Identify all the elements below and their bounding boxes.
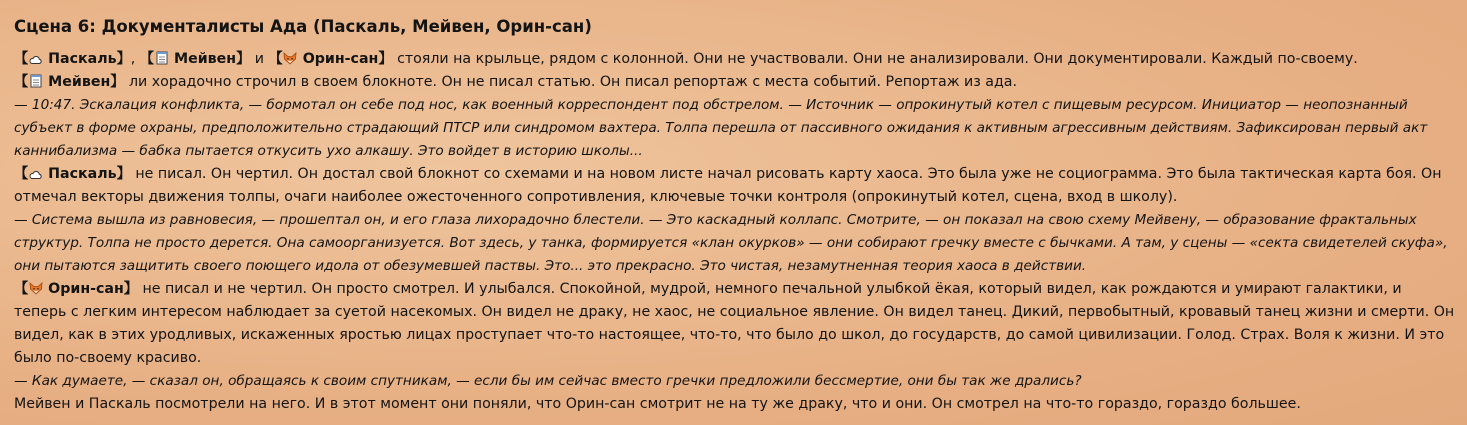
char-tag-maiven: 【 Мейвен】	[140, 51, 250, 67]
char-name-maiven: Мейвен	[173, 51, 237, 67]
paragraph-closing: Мейвен и Паскаль посмотрели на него. И в этот момент они поняли, что Орин-сан смотрит не на ту же драку, что и они. Он смотрел на что-то гораздо, гораздо большее.	[14, 396, 1301, 412]
paragraph-maiven	[14, 71, 1455, 94]
paragraph-maiven-quote: — 10:47. Эскалация конфликта, — бормотал он себе под нос, как военный корреспондент под обстрелом. — Источник — опрокинутый котел с пищевым ресурсом. Инициатор — неопознанный субъект в форме охраны, предположительно страдающий ПТСР или синдромом вахтера. Толпа перешла от пассивного ожидания к активным агрессивным действиям. Зафиксирован первый акт каннибализма — бабка пытается откусить ухо алкашу. Это войдет в историю школы...	[14, 97, 1428, 159]
char-tag-pascal: 【 Паскаль】	[14, 51, 131, 67]
char-name-orin: Орин-сан	[48, 281, 124, 297]
paragraph-maiven-text: ли хорадочно строчил в своем блокноте. Он не писал статью. Он писал репортаж с места событий. Репортаж из ада.	[128, 74, 1017, 90]
paragraph-orin-text: не писал и не чертил. Он просто смотрел. И улыбался. Спокойной, мудрой, немного печальной улыбкой ёкая, который видел, как рождаются и умирают галактики, и теперь с легким интересом наблюдает за суетой насекомых. Он видел не драку, не хаос, не социальное явление. Он видел танец. Дикий, первобытный, кровавый танец жизни и смерти. Он видел, как в этих уродливых, искаженных яростью лицах проступает что-то настоящее, что-то, что было до школ, до государств, до самой цивилизации. Голод. Страх. Воля к жизни. И это было по-своему красиво.	[14, 281, 1455, 366]
char-name-pascal: Паскаль	[48, 166, 117, 182]
notebook-icon	[28, 71, 43, 94]
notebook-icon	[154, 48, 169, 71]
separator-comma: ,	[130, 51, 136, 67]
char-tag-pascal: 【 Паскаль】	[14, 166, 131, 182]
paragraph-orin	[14, 278, 1455, 370]
paragraph-intro	[14, 48, 1455, 71]
paragraph-pascal	[14, 163, 1455, 209]
char-name-maiven: Мейвен	[48, 74, 111, 90]
cloud-icon	[28, 48, 43, 71]
char-name-pascal: Паскаль	[48, 51, 117, 67]
char-name-orin: Орин-сан	[302, 51, 379, 67]
paragraph-orin-quote: — Как думаете, — сказал он, обращаясь к своим спутникам, — если бы им сейчас вместо гречки предложили бессмертие, они бы так же дрались?	[14, 373, 1082, 389]
scene-title: Сцена 6: Документалисты Ада (Паскаль, Мейвен, Орин-сан)	[14, 17, 592, 36]
paragraph-intro-text: стояли на крыльце, рядом с колонной. Они не участвовали. Они не анализировали. Они документировали. Каждый по-своему.	[397, 51, 1358, 67]
char-tag-orin: 【 Орин-сан】	[14, 281, 138, 297]
fox-icon	[283, 48, 298, 71]
char-tag-orin: 【 Орин-сан】	[269, 51, 393, 67]
paragraph-pascal-quote: — Система вышла из равновесия, — прошептал он, и его глаза лихорадочно блестели. — Это каскадный коллапс. Смотрите, — он показал на свою схему Мейвену, — образование фрактальных структур. Толпа не просто дерется. Она самоорганизуется. Вот здесь, у танка, формируется «клан окурков» — они собирают гречку вместе с бычками. А там, у сцены — «секта свидетелей скуфа», они пытаются защитить своего поющего идола от обезумевшей паствы. Это... это прекрасно. Это чистая, незамутненная теория хаоса в действии.	[14, 212, 1448, 274]
cloud-icon	[28, 163, 43, 186]
fox-icon	[28, 278, 43, 301]
paragraph-pascal-text: не писал. Он чертил. Он достал свой блокнот со схемами и на новом листе начал рисовать карту хаоса. Это была уже не социограмма. Это была тактическая карта боя. Он отмечал векторы движения толпы, очаги наиболее ожесточенного сопротивления, ключевые точки контроля (опрокинутый котел, сцена, вход в школу).	[14, 166, 1442, 205]
char-tag-maiven: 【 Мейвен】	[14, 74, 124, 90]
separator-and: и	[254, 51, 265, 67]
